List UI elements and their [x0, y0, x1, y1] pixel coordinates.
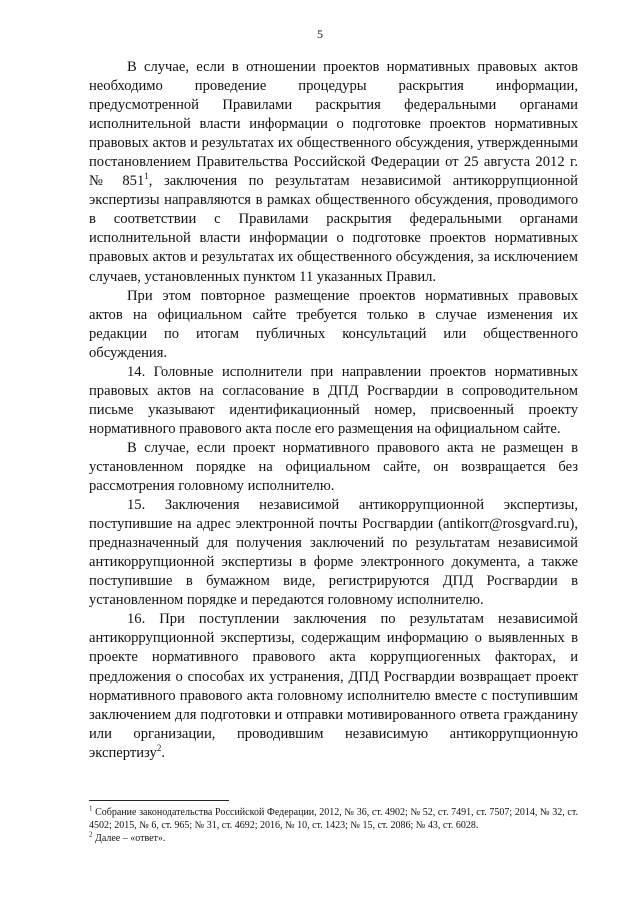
page-number: 5: [317, 27, 323, 41]
footnote-1: $^1$ Собрание законодательства Российской Федерации, 2012, № 36, ст. 4902; № 52, ст. 7491, ст. 7507; 2014, № 32, ст. 4502; 2015, № 6, ст. 965; № 31, ст. 4692; 2016, № 10, ст. 1423; № 15, ст. 2086; № 43, ст. 6028.: [89, 804, 578, 831]
paragraph-3: 14. Головные исполнители при направлении проектов нормативных правовых актов на согласование в ДПД Росгвардии в сопроводительном письме указывают идентификационный номер, присвоенный проекту нормативного правового акта после его размещения на официальном сайте.: [89, 363, 578, 437]
footnote-ref-2: 2: [156, 742, 162, 753]
document-body: [89, 58, 578, 763]
footnote-divider: [89, 800, 229, 801]
footnotes: [89, 806, 578, 845]
footnote-2: $^2$ Далее – «ответ».: [89, 830, 166, 844]
paragraph-1: В случае, если в отношении проектов нормативных правовых актов необходимо проведение процедуры раскрытия информации, предусмотренной Правилами раскрытия федеральными органами исполнительной власти информации о подготовке проектов нормативных правовых актов и результатах их общественного обсуждения, утвержденными постановлением Правительства Российской Федерации от 25 августа 2012 г. № $851^1$, заключения по результатам независимой антикоррупционной экспертизы направляются в рамках общественного обсуждения, проводимого в соответствии с Правилами раскрытия федеральными органами исполнительной власти информации о подготовке проектов нормативных правовых актов и результатах их общественного обсуждения, за исключением случаев, установленных пунктом 11 указанных Правил.: [89, 59, 578, 285]
paragraph-5: 15. Заключения независимой антикоррупционной экспертизы, поступившие на адрес электронной почты Росгвардии (antikorr@rosgvard.ru), предназначенный для получения заключений по результатам независимой антикоррупционной экспертизы в форме электронного документа, а также поступившие в бумажном виде, регистрируются ДПД Росгвардии в установленном порядке и передаются головному исполнителю.: [89, 497, 578, 609]
paragraph-4: В случае, если проект нормативного правового акта не размещен в установленном порядке на официальном сайте, он возвращается без рассмотрения головному исполнителю.: [89, 439, 578, 495]
paragraph-6: 16. При поступлении заключения по результатам независимой антикоррупционной экспертизы, содержащим информацию о выявленных в проекте нормативного правового акта коррупциогенных факторах, и предложения о способах их устранения, ДПД Росгвардии возвращает проект нормативного правового акта головному исполнителю вместе с поступившим заключением для подготовки и отправки мотивированного ответа гражданину или организации, проводившим независимую антикоррупционную экспертизу$^2$.: [89, 611, 578, 761]
paragraph-2: При этом повторное размещение проектов нормативных правовых актов на официальном сайте требуется только в случае изменения их редакции по итогам публичных консультаций или общественного обсуждения.: [89, 287, 578, 361]
footnote-ref-1: 1: [144, 171, 149, 182]
